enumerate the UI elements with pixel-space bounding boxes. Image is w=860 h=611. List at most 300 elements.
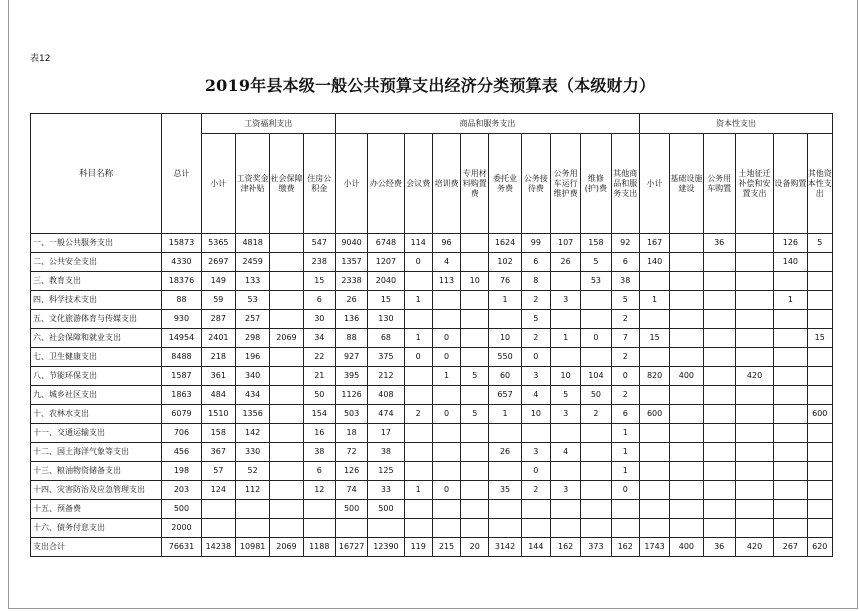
table-cell xyxy=(270,272,303,291)
table-cell: 5 xyxy=(461,367,489,386)
table-cell xyxy=(521,424,550,443)
table-cell xyxy=(432,291,460,310)
table-cell xyxy=(774,519,807,538)
table-cell: 16 xyxy=(303,424,335,443)
table-cell xyxy=(235,500,269,519)
table-cell: 18 xyxy=(335,424,367,443)
table-cell: 126 xyxy=(774,234,807,253)
table-cell: 340 xyxy=(235,367,269,386)
table-cell: 400 xyxy=(670,538,703,557)
table-cell: 474 xyxy=(368,405,404,424)
table-cell: 5 xyxy=(521,310,550,329)
table-cell: 1863 xyxy=(162,386,201,405)
table-cell: 76 xyxy=(489,272,521,291)
row-subject-name: 六、社会保障和就业支出 xyxy=(31,329,162,348)
table-row xyxy=(31,538,833,557)
table-cell xyxy=(735,500,773,519)
table-cell: 238 xyxy=(303,253,335,272)
table-cell xyxy=(270,367,303,386)
header-group-wages: 工资福利支出 xyxy=(201,114,335,134)
table-cell: 2401 xyxy=(201,329,235,348)
table-cell: 88 xyxy=(335,329,367,348)
table-cell xyxy=(774,272,807,291)
column-header: 公务接待费 xyxy=(521,134,550,234)
table-cell: 1 xyxy=(611,462,639,481)
table-cell: 5365 xyxy=(201,234,235,253)
table-cell: 99 xyxy=(521,234,550,253)
column-header: 小计 xyxy=(639,134,669,234)
table-cell: 198 xyxy=(162,462,201,481)
table-row xyxy=(31,291,833,310)
table-cell: 2 xyxy=(611,310,639,329)
table-cell: 10981 xyxy=(235,538,269,557)
table-cell: 1 xyxy=(611,443,639,462)
table-cell: 125 xyxy=(368,462,404,481)
table-cell: 1 xyxy=(639,291,669,310)
table-cell xyxy=(461,462,489,481)
table-cell xyxy=(521,500,550,519)
table-cell: 0 xyxy=(432,329,460,348)
table-cell: 1624 xyxy=(489,234,521,253)
table-row xyxy=(31,405,833,424)
table-cell xyxy=(489,310,521,329)
table-cell xyxy=(404,272,432,291)
table-cell: 0 xyxy=(432,481,460,500)
table-cell xyxy=(774,500,807,519)
table-cell: 1 xyxy=(550,329,580,348)
table-cell: 10 xyxy=(489,329,521,348)
table-cell: 76631 xyxy=(162,538,201,557)
table-cell xyxy=(807,310,832,329)
table-cell xyxy=(270,253,303,272)
table-cell xyxy=(404,462,432,481)
table-row xyxy=(31,481,833,500)
table-cell xyxy=(703,386,735,405)
table-cell xyxy=(735,462,773,481)
table-cell xyxy=(581,443,611,462)
table-row xyxy=(31,234,833,253)
table-cell: 16727 xyxy=(335,538,367,557)
table-cell: 600 xyxy=(639,405,669,424)
table-cell: 1 xyxy=(404,329,432,348)
table-cell: 18376 xyxy=(162,272,201,291)
row-subject-name: 十、农林水支出 xyxy=(31,405,162,424)
table-cell: 9040 xyxy=(335,234,367,253)
table-cell: 12 xyxy=(303,481,335,500)
table-cell: 5 xyxy=(581,253,611,272)
table-cell: 113 xyxy=(432,272,460,291)
table-cell: 6079 xyxy=(162,405,201,424)
row-subject-name: 十四、灾害防治及应急管理支出 xyxy=(31,481,162,500)
table-cell xyxy=(774,424,807,443)
header-subject-name: 科目名称 xyxy=(31,114,162,234)
table-cell xyxy=(774,386,807,405)
table-cell: 35 xyxy=(489,481,521,500)
table-cell xyxy=(735,272,773,291)
table-cell: 361 xyxy=(201,367,235,386)
row-subject-name: 十三、粮油物资储备支出 xyxy=(31,462,162,481)
table-cell: 298 xyxy=(235,329,269,348)
table-cell xyxy=(670,253,703,272)
table-cell: 119 xyxy=(404,538,432,557)
table-cell xyxy=(639,272,669,291)
table-cell xyxy=(670,386,703,405)
table-cell: 550 xyxy=(489,348,521,367)
table-cell xyxy=(270,386,303,405)
table-cell xyxy=(461,310,489,329)
table-cell: 6 xyxy=(611,405,639,424)
table-cell xyxy=(774,367,807,386)
table-cell xyxy=(735,443,773,462)
table-cell: 0 xyxy=(581,329,611,348)
table-cell: 1188 xyxy=(303,538,335,557)
table-cell: 15 xyxy=(807,329,832,348)
table-cell xyxy=(404,424,432,443)
table-cell: 167 xyxy=(639,234,669,253)
table-cell: 22 xyxy=(303,348,335,367)
table-cell xyxy=(703,272,735,291)
table-cell: 96 xyxy=(432,234,460,253)
table-cell: 1207 xyxy=(368,253,404,272)
table-cell: 14954 xyxy=(162,329,201,348)
table-cell xyxy=(201,519,235,538)
table-cell: 434 xyxy=(235,386,269,405)
table-cell xyxy=(670,405,703,424)
table-cell: 10 xyxy=(550,367,580,386)
table-cell: 57 xyxy=(201,462,235,481)
table-body xyxy=(31,234,833,557)
table-cell xyxy=(270,291,303,310)
table-cell xyxy=(270,424,303,443)
table-cell: 162 xyxy=(550,538,580,557)
table-cell: 373 xyxy=(581,538,611,557)
table-cell: 367 xyxy=(201,443,235,462)
table-cell: 0 xyxy=(521,348,550,367)
table-cell: 1587 xyxy=(162,367,201,386)
table-cell xyxy=(489,462,521,481)
table-cell xyxy=(703,424,735,443)
table-cell xyxy=(432,462,460,481)
table-cell: 124 xyxy=(201,481,235,500)
header-group-goods-services: 商品和服务支出 xyxy=(335,114,639,134)
table-cell xyxy=(703,291,735,310)
table-cell: 0 xyxy=(432,405,460,424)
table-cell xyxy=(670,500,703,519)
table-cell: 3142 xyxy=(489,538,521,557)
table-cell: 3 xyxy=(550,291,580,310)
table-cell: 6748 xyxy=(368,234,404,253)
table-cell: 158 xyxy=(201,424,235,443)
budget-table xyxy=(30,113,833,557)
table-row xyxy=(31,424,833,443)
table-cell: 927 xyxy=(335,348,367,367)
table-cell: 6 xyxy=(611,253,639,272)
table-cell: 5 xyxy=(550,386,580,405)
table-cell xyxy=(735,329,773,348)
column-header: 小计 xyxy=(201,134,235,234)
table-cell xyxy=(404,500,432,519)
column-header: 维修(护)费 xyxy=(581,134,611,234)
table-cell xyxy=(550,272,580,291)
table-cell: 196 xyxy=(235,348,269,367)
table-cell: 2697 xyxy=(201,253,235,272)
row-subject-name: 十一、交通运输支出 xyxy=(31,424,162,443)
column-header: 其他资本性支出 xyxy=(807,134,832,234)
table-cell: 2 xyxy=(521,329,550,348)
table-cell: 102 xyxy=(489,253,521,272)
table-cell: 3 xyxy=(521,367,550,386)
row-subject-name: 十二、国土海洋气象等支出 xyxy=(31,443,162,462)
table-cell xyxy=(270,500,303,519)
table-cell: 3 xyxy=(550,405,580,424)
row-subject-name: 一、一般公共服务支出 xyxy=(31,234,162,253)
table-cell: 68 xyxy=(368,329,404,348)
table-cell: 8488 xyxy=(162,348,201,367)
table-cell xyxy=(270,310,303,329)
table-cell xyxy=(461,443,489,462)
table-cell xyxy=(735,424,773,443)
table-cell xyxy=(735,253,773,272)
table-cell xyxy=(235,519,269,538)
table-cell xyxy=(521,519,550,538)
table-cell xyxy=(735,481,773,500)
column-header: 其他商品和服务支出 xyxy=(611,134,639,234)
column-header: 会议费 xyxy=(404,134,432,234)
table-cell xyxy=(735,348,773,367)
table-cell: 257 xyxy=(235,310,269,329)
table-cell xyxy=(404,519,432,538)
table-cell: 8 xyxy=(521,272,550,291)
table-cell: 1 xyxy=(774,291,807,310)
table-row xyxy=(31,329,833,348)
table-cell: 1 xyxy=(489,291,521,310)
table-cell: 162 xyxy=(611,538,639,557)
table-cell: 15 xyxy=(368,291,404,310)
table-cell: 2338 xyxy=(335,272,367,291)
table-cell xyxy=(639,443,669,462)
table-cell xyxy=(639,386,669,405)
table-cell xyxy=(432,424,460,443)
table-cell xyxy=(404,310,432,329)
table-row xyxy=(31,310,833,329)
table-cell: 820 xyxy=(639,367,669,386)
table-cell xyxy=(735,310,773,329)
table-row xyxy=(31,272,833,291)
table-cell: 26 xyxy=(550,253,580,272)
table-cell xyxy=(670,348,703,367)
table-cell: 1 xyxy=(404,481,432,500)
table-cell xyxy=(670,462,703,481)
table-cell xyxy=(270,443,303,462)
table-cell xyxy=(703,310,735,329)
table-cell xyxy=(735,291,773,310)
row-subject-name: 九、城乡社区支出 xyxy=(31,386,162,405)
table-cell: 130 xyxy=(368,310,404,329)
table-cell xyxy=(670,443,703,462)
table-number: 表12 xyxy=(30,54,51,64)
table-cell: 375 xyxy=(368,348,404,367)
table-cell: 88 xyxy=(162,291,201,310)
table-cell xyxy=(404,443,432,462)
table-cell xyxy=(550,348,580,367)
table-cell: 500 xyxy=(368,500,404,519)
column-header: 委托业务费 xyxy=(489,134,521,234)
table-cell: 0 xyxy=(611,481,639,500)
table-cell xyxy=(581,481,611,500)
table-cell xyxy=(270,462,303,481)
table-cell xyxy=(807,291,832,310)
table-cell: 503 xyxy=(335,405,367,424)
table-cell xyxy=(489,519,521,538)
table-cell: 484 xyxy=(201,386,235,405)
table-cell: 1 xyxy=(489,405,521,424)
table-cell: 3 xyxy=(521,443,550,462)
table-cell: 10 xyxy=(521,405,550,424)
table-cell xyxy=(461,234,489,253)
table-cell xyxy=(703,329,735,348)
table-cell xyxy=(432,386,460,405)
table-cell: 60 xyxy=(489,367,521,386)
table-cell: 420 xyxy=(735,367,773,386)
table-cell xyxy=(807,500,832,519)
row-subject-name: 二、公共安全支出 xyxy=(31,253,162,272)
table-cell xyxy=(735,405,773,424)
table-cell xyxy=(807,462,832,481)
table-cell: 2 xyxy=(521,481,550,500)
table-cell: 1126 xyxy=(335,386,367,405)
table-cell: 267 xyxy=(774,538,807,557)
row-subject-name: 五、文化旅游体育与传媒支出 xyxy=(31,310,162,329)
table-cell: 4818 xyxy=(235,234,269,253)
table-cell xyxy=(807,424,832,443)
table-cell xyxy=(703,405,735,424)
table-cell xyxy=(774,443,807,462)
row-subject-name: 支出合计 xyxy=(31,538,162,557)
table-cell xyxy=(639,424,669,443)
header-group-capital: 资本性支出 xyxy=(639,114,832,134)
table-cell xyxy=(432,500,460,519)
table-cell xyxy=(461,481,489,500)
table-cell: 0 xyxy=(611,367,639,386)
table-cell xyxy=(703,462,735,481)
table-cell xyxy=(807,481,832,500)
table-cell: 38 xyxy=(368,443,404,462)
table-cell: 142 xyxy=(235,424,269,443)
table-cell xyxy=(807,348,832,367)
table-cell: 50 xyxy=(303,386,335,405)
table-cell: 500 xyxy=(162,500,201,519)
table-cell: 2 xyxy=(581,405,611,424)
table-cell: 287 xyxy=(201,310,235,329)
column-header: 社会保障缴费 xyxy=(270,134,303,234)
table-cell xyxy=(461,424,489,443)
table-cell xyxy=(550,500,580,519)
table-cell: 0 xyxy=(404,253,432,272)
table-cell xyxy=(703,367,735,386)
table-cell xyxy=(270,405,303,424)
table-cell xyxy=(461,253,489,272)
table-cell xyxy=(670,481,703,500)
document-title: 2019年县本级一般公共预算支出经济分类预算表（本级财力） xyxy=(204,76,656,95)
table-cell: 215 xyxy=(432,538,460,557)
table-cell: 36 xyxy=(703,538,735,557)
table-cell xyxy=(703,348,735,367)
table-cell: 1 xyxy=(404,291,432,310)
table-cell: 158 xyxy=(581,234,611,253)
table-cell: 500 xyxy=(335,500,367,519)
table-cell xyxy=(461,519,489,538)
table-cell xyxy=(270,519,303,538)
table-cell xyxy=(670,291,703,310)
table-cell: 50 xyxy=(581,386,611,405)
table-cell: 2 xyxy=(611,348,639,367)
table-cell: 408 xyxy=(368,386,404,405)
table-cell xyxy=(461,500,489,519)
table-cell xyxy=(581,500,611,519)
table-cell xyxy=(807,519,832,538)
table-cell: 706 xyxy=(162,424,201,443)
table-cell: 5 xyxy=(461,405,489,424)
table-cell xyxy=(335,519,367,538)
table-cell: 26 xyxy=(489,443,521,462)
table-cell: 212 xyxy=(368,367,404,386)
table-cell: 126 xyxy=(335,462,367,481)
column-header: 土地征迁补偿和安置支出 xyxy=(735,134,773,234)
table-cell xyxy=(461,291,489,310)
table-cell xyxy=(774,481,807,500)
row-subject-name: 八、节能环保支出 xyxy=(31,367,162,386)
table-cell: 72 xyxy=(335,443,367,462)
table-cell: 3 xyxy=(550,481,580,500)
table-cell: 30 xyxy=(303,310,335,329)
column-header: 设备购置 xyxy=(774,134,807,234)
table-cell xyxy=(670,424,703,443)
column-header: 基础设施建设 xyxy=(670,134,703,234)
table-cell xyxy=(774,348,807,367)
table-cell xyxy=(703,519,735,538)
column-header: 办公经费 xyxy=(368,134,404,234)
table-cell: 21 xyxy=(303,367,335,386)
table-cell: 17 xyxy=(368,424,404,443)
table-cell: 136 xyxy=(335,310,367,329)
table-cell: 400 xyxy=(670,367,703,386)
table-cell: 2040 xyxy=(368,272,404,291)
table-cell: 2459 xyxy=(235,253,269,272)
table-cell: 20 xyxy=(461,538,489,557)
table-cell: 114 xyxy=(404,234,432,253)
table-cell: 12390 xyxy=(368,538,404,557)
table-cell xyxy=(611,519,639,538)
table-cell: 149 xyxy=(201,272,235,291)
table-cell: 7 xyxy=(611,329,639,348)
table-cell: 112 xyxy=(235,481,269,500)
table-cell: 92 xyxy=(611,234,639,253)
table-cell: 154 xyxy=(303,405,335,424)
table-cell: 15873 xyxy=(162,234,201,253)
table-cell xyxy=(639,500,669,519)
table-cell: 6 xyxy=(303,462,335,481)
table-cell xyxy=(270,481,303,500)
table-cell xyxy=(550,310,580,329)
table-cell: 1 xyxy=(611,424,639,443)
table-cell: 38 xyxy=(303,443,335,462)
table-cell: 10 xyxy=(461,272,489,291)
table-cell: 456 xyxy=(162,443,201,462)
table-cell: 4 xyxy=(521,386,550,405)
table-cell: 144 xyxy=(521,538,550,557)
table-row xyxy=(31,386,833,405)
table-cell: 2000 xyxy=(162,519,201,538)
